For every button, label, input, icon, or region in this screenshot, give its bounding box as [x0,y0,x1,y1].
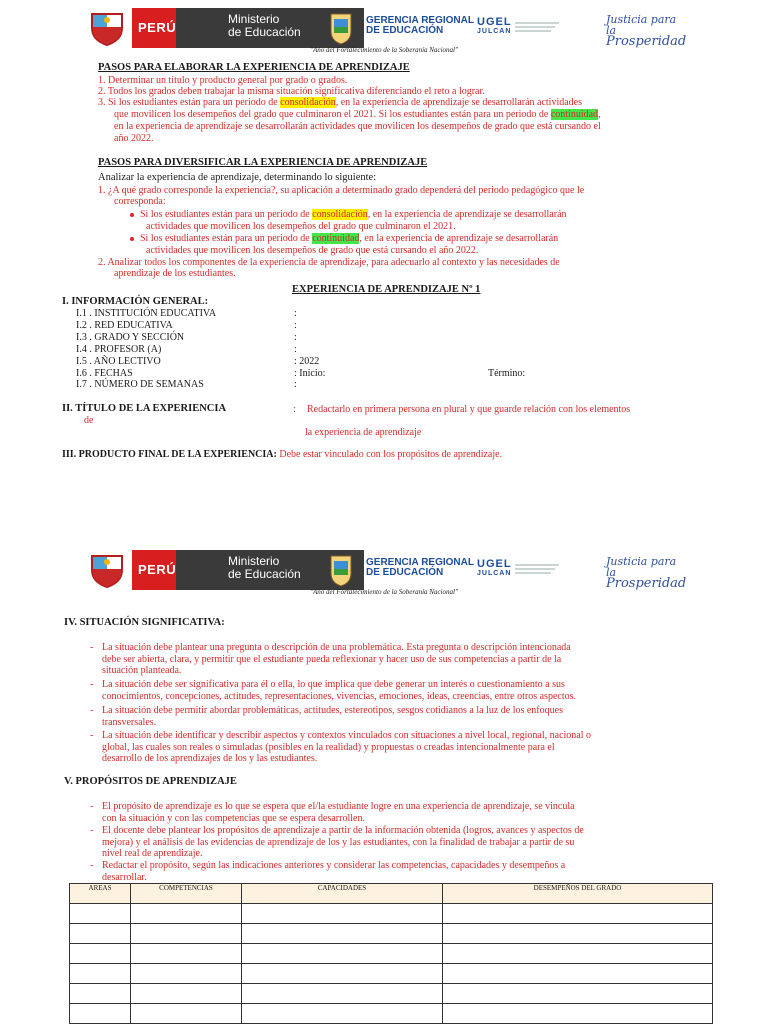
situacion-item-3: - La situación debe permitir abordar problemáticas, actitudes, estereotipos, sesgos cotidianos a la luz de los enfoques transversales. [90,705,563,728]
diversificar-bullet-2-cont: actividades que movilicen los desempeños de grado que está cursando el año 2022. [146,245,479,256]
peru-coat-of-arms-icon [88,10,126,46]
diversificar-q1: 1. ¿A qué grado corresponde la experiencia?, su aplicación a determinado grado dependerá del periodo pedagógico que le [98,185,585,196]
ugel-label: UGEL [477,16,512,28]
propositos-item-1: - El propósito de aprendizaje es lo que se espera que el/la estudiante logre en una experiencia de aprendizaje, se vincula con la situación y con las competencias que se espera desarrollen. [90,801,575,824]
pasos-item-3-cont: que movilicen los desempeños del grado que culminaron el 2021. Si los estudiantes están para un periodo de continuidad, [114,109,601,120]
ministerio-line2: de Educación [228,25,301,39]
diversificar-q1-cont: corresponda: [114,196,166,207]
table-cell[interactable] [443,944,713,964]
motto: "Año del Fortalecimiento de la Soberanía Nacional" [310,46,458,54]
table-cell[interactable] [131,944,242,964]
regional-crest-icon [328,553,354,587]
info-label-grado: I.3 . GRADO Y SECCIÓN [76,332,185,343]
peru-label: PERÚ [138,20,177,35]
table-cell[interactable] [242,924,443,944]
table-header-areas: AREAS [70,884,131,904]
situacion-title: IV. SITUACIÓN SIGNIFICATIVA: [64,617,225,628]
pasos-diversificar-title: PASOS PARA DIVERSIFICAR LA EXPERIENCIA DE APRENDIZAJE [98,157,428,168]
producto-final [62,449,502,460]
pasos-elaborar-title: PASOS PARA ELABORAR LA EXPERIENCIA DE APRENDIZAJE [98,62,410,73]
gerencia-line2: DE EDUCACIÓN [366,25,444,36]
justicia-line1: Justicia para la [606,555,677,579]
ministerio-line1: Ministerio [228,554,280,568]
info-label-ano: I.5 . AÑO LECTIVO [76,356,161,367]
regional-crest-icon [328,11,354,45]
gerencia-line1: GERENCIA REGIONAL [366,557,474,568]
info-value-grado: : [294,332,297,343]
table-row [70,984,713,1004]
info-value-profesor: : [294,344,297,355]
justicia-line2: Prosperidad [606,34,687,49]
motto-2: "Año del Fortalecimiento de la Soberanía Nacional" [310,588,458,596]
titulo-value: Redactarlo en primera persona en plural y que guarde relación con los elementos [307,404,631,415]
pasos-item-3-cont3: año 2022. [114,133,154,144]
titulo-label: II. TÍTULO DE LA EXPERIENCIA [62,403,227,414]
table-cell[interactable] [131,1004,242,1024]
table-cell[interactable] [131,984,242,1004]
experiencia-title: EXPERIENCIA DE APRENDIZAJE Nº 1 [292,284,481,295]
info-value-ie: : [294,308,297,319]
table-row [70,944,713,964]
header-logos [88,8,687,49]
propositos-table [69,883,713,1024]
info-value-semanas: : [294,379,297,390]
highlight-consolidacion: consolidación [280,97,336,108]
ministerio-line2: de Educación [228,567,301,581]
situacion-item-2: - La situación debe ser significativa para él o ella, lo que implica que debe generar un interés o cuestionamiento a sus conocimientos, concepciones, actitudes, representaciones, vivencias, emociones, ideas, creencias, entre otros aspectos. [90,679,576,702]
table-cell[interactable] [443,904,713,924]
table-cell[interactable] [242,1004,443,1024]
table-cell[interactable] [70,964,131,984]
info-termino: Término: [488,368,526,379]
diversificar-bullet-1-cont: actividades que movilicen los desempeños del grado que culminaron el 2021. [146,221,456,232]
producto-label: III. PRODUCTO FINAL DE LA EXPERIENCIA: [62,449,277,460]
ugel-label: UGEL [477,558,512,570]
justicia-line2: Prosperidad [606,576,687,591]
diversificar-intro: Analizar la experiencia de aprendizaje, determinando lo siguiente: [98,172,377,183]
justicia-line1: Justicia para la [606,13,677,37]
table-row [70,964,713,984]
table-header-competencias: COMPETENCIAS [131,884,242,904]
pasos-item-3-cont2: en la experiencia de aprendizaje se desarrollarán actividades que movilicen los desempeños de grado que está cursando el [114,121,601,132]
table-cell[interactable] [443,1004,713,1024]
pasos-item-3: 3. Si los estudiantes están para un periodo de consolidación, en la experiencia de aprendizaje se desarrollarán actividades [98,97,582,108]
diversificar-q2-cont: aprendizaje de los estudiantes. [114,268,236,279]
propositos-item-3: - Redactar el propósito, según las indicaciones anteriores y considerar las competencias, capacidades y desempeños a desarrollar. [90,860,566,883]
peru-coat-of-arms-icon [88,552,126,588]
highlight-consolidacion-2: consolidación [312,209,368,220]
peru-label: PERÚ [138,562,177,577]
table-cell[interactable] [443,964,713,984]
gerencia-line2: DE EDUCACIÓN [366,567,444,578]
titulo-de: de [84,415,94,426]
pasos-item-1: 1. Determinar un título y producto general por grado o grados. [98,75,348,86]
bullet-icon [130,237,134,241]
table-header-desempenos: DESEMPEÑOS DEL GRADO [443,884,713,904]
info-label-fechas: I.6 . FECHAS [76,368,133,379]
info-value-fechas: : Inicio: [294,368,326,379]
table-header-row [70,884,713,904]
ugel-decor-icon [515,562,559,574]
ugel-sub: JULCAN [477,570,512,577]
diversificar-q2: 2. Analizar todos los componentes de la experiencia de aprendizaje, para adecuarlo al contexto y las necesidades de [98,257,560,268]
table-cell[interactable] [70,924,131,944]
table-cell[interactable] [242,984,443,1004]
situacion-item-4: - La situación debe identificar y describir aspectos y contextos vinculados con situaciones a nivel local, regional, nacional o global, las cuales son reales o simuladas (posibles en la realidad) y propuestas o creadas intencionalmente para el desarrollo de los aprendizajes de los y las estudiantes. [90,730,592,764]
table-cell[interactable] [70,904,131,924]
propositos-item-2: - El docente debe plantear los propósitos de aprendizaje a partir de la información obtenida (logros, avances y aspectos de mejora) y el análisis de las evidencias de aprendizaje de los y las estudiantes, con la finalidad de trabajar a partir de su nivel real de aprendizaje. [90,825,584,859]
info-label-ie: I.1 . INSTITUCIÓN EDUCATIVA [76,308,217,319]
info-label-red: I.2 . RED EDUCATIVA [76,320,173,331]
info-value-ano: : 2022 [294,356,320,367]
table-cell[interactable] [70,984,131,1004]
header-logos-2 [88,550,687,591]
table-row [70,904,713,924]
table-cell[interactable] [70,1004,131,1024]
table-cell[interactable] [443,924,713,944]
highlight-continuidad: continuidad [550,109,599,120]
table-cell[interactable] [131,904,242,924]
table-cell[interactable] [70,944,131,964]
producto-value: Debe estar vinculado con los propósitos de aprendizaje. [276,449,503,460]
table-row [70,1004,713,1024]
table-header-capacidades: CAPACIDADES [242,884,443,904]
table-cell[interactable] [242,944,443,964]
diversificar-bullet-1: Si los estudiantes están para un periodo de consolidación, en la experiencia de aprendizaje se desarrollarán [130,209,567,221]
pasos-item-2: 2. Todos los grados deben trabajar la misma situación significativa diferenciando el reto a lograr. [98,86,485,97]
table-cell[interactable] [131,964,242,984]
info-value-red: : [294,320,297,331]
table-cell[interactable] [242,964,443,984]
ugel-decor-icon [515,20,559,32]
diversificar-bullet-2: Si los estudiantes están para un periodo de continuidad, en la experiencia de aprendizaje se desarrollarán [130,233,558,245]
table-cell[interactable] [131,924,242,944]
ministerio-line1: Ministerio [228,12,280,26]
propositos-title: V. PROPÓSITOS DE APRENDIZAJE [64,776,237,787]
titulo-value-cont: la experiencia de aprendizaje [305,427,422,438]
info-label-profesor: I.4 . PROFESOR (A) [76,344,162,355]
table-cell[interactable] [242,904,443,924]
table-cell[interactable] [443,984,713,1004]
situacion-item-1: - La situación debe plantear una pregunta o descripción de una problemática. Esta pregunta o descripción intencionada debe ser abierta, clara, y permitir que el estudiante pueda reflexionar y hacer uso de sus competencias a partir de la situación planteada. [90,642,571,676]
bullet-icon [130,213,134,217]
info-general-title: I. INFORMACIÓN GENERAL: [62,296,209,307]
titulo-colon: : [293,404,296,415]
gerencia-line1: GERENCIA REGIONAL [366,15,474,26]
table-row [70,924,713,944]
ugel-sub: JULCAN [477,28,512,35]
highlight-continuidad-2: continuidad [312,233,360,244]
info-label-semanas: I.7 . NÚMERO DE SEMANAS [76,379,204,390]
